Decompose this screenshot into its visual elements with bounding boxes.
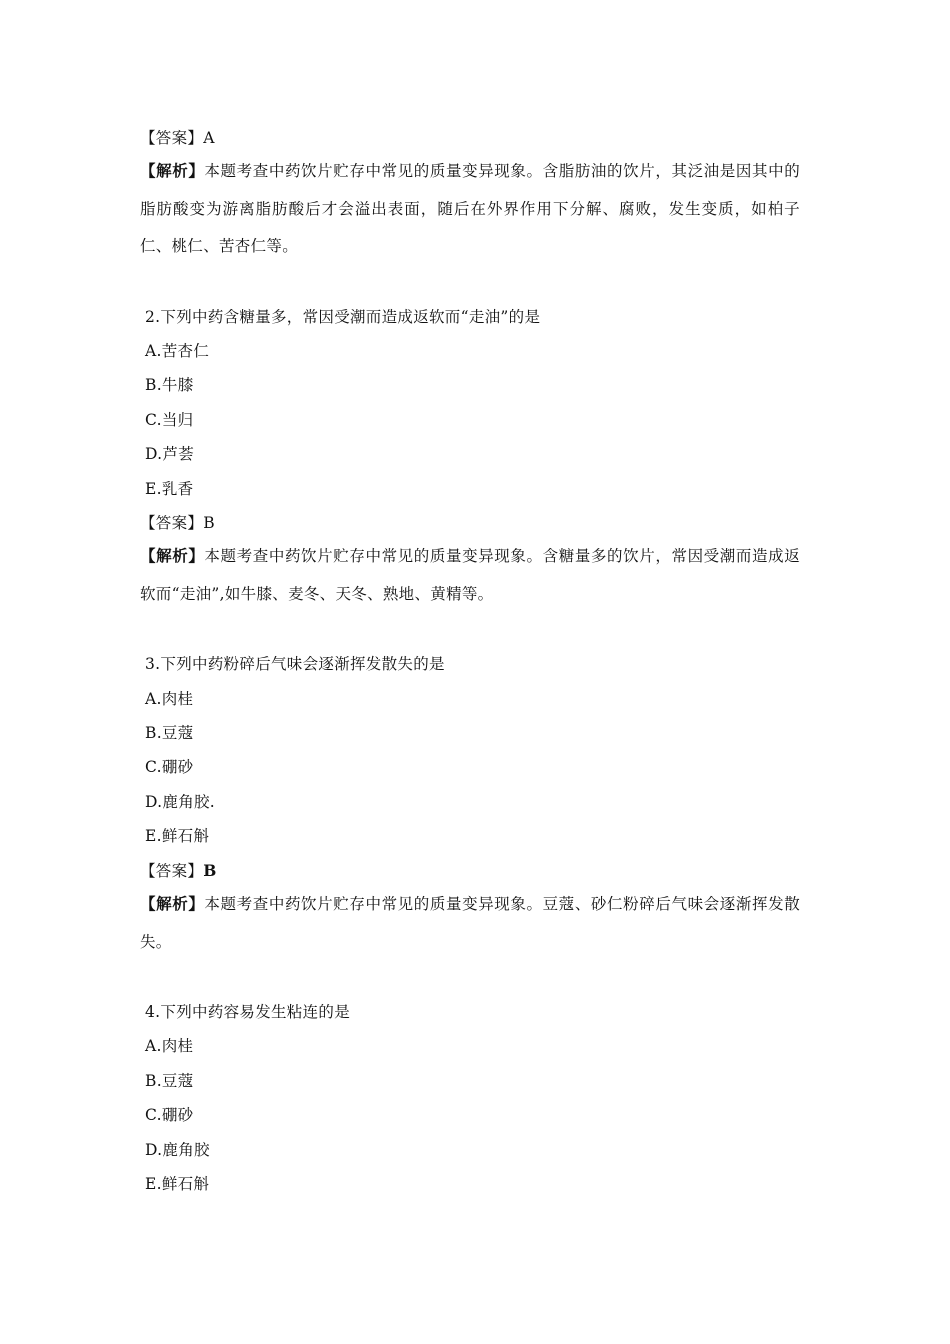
- option-b: B.豆蔻: [145, 724, 194, 742]
- option-d: D.芦荟: [145, 445, 195, 463]
- analysis-label: 【解析】: [140, 894, 205, 913]
- answer-value: B: [203, 861, 217, 880]
- analysis-text: 本题考查中药饮片贮存中常见的质量变异现象。含糖量多的饮片，常因受潮而造成返软而“走油”,如牛膝、麦冬、天冬、熟地、黄精等。: [140, 547, 800, 603]
- analysis-text: 本题考查中药饮片贮存中常见的质量变异现象。含脂肪油的饮片，其泛油是因其中的脂肪酸变为游离脂肪酸后才会溢出表面，随后在外界作用下分解、腐败，发生变质，如柏子仁、桃仁、苦杏仁等。: [140, 162, 800, 255]
- analysis-paragraph: [140, 537, 800, 613]
- option-c: C.硼砂: [145, 758, 194, 776]
- option-a: A.肉桂: [145, 1037, 194, 1055]
- answer-line: [140, 513, 215, 533]
- analysis-paragraph: [140, 885, 800, 961]
- option-d: D.鹿角胶: [145, 1141, 210, 1159]
- answer-label: 【答案】: [140, 514, 204, 532]
- option-a: A.苦杏仁: [145, 342, 210, 360]
- analysis-paragraph: [140, 152, 800, 266]
- option-e: E.鲜石斛: [145, 827, 210, 845]
- option-c: C.当归: [145, 411, 194, 429]
- analysis-label: 【解析】: [140, 161, 205, 180]
- answer-value: A: [203, 129, 215, 147]
- question-stem: 3.下列中药粉碎后气味会逐渐挥发散失的是: [145, 655, 445, 673]
- answer-line: [140, 861, 217, 881]
- answer-label: 【答案】: [140, 129, 204, 147]
- question-stem: 4.下列中药容易发生粘连的是: [145, 1003, 350, 1021]
- option-a: A.肉桂: [145, 690, 194, 708]
- answer-line: [140, 128, 215, 148]
- analysis-label: 【解析】: [140, 546, 205, 565]
- answer-value: B: [203, 514, 215, 532]
- option-e: E.鲜石斛: [145, 1175, 210, 1193]
- answer-label: 【答案】: [140, 862, 204, 880]
- option-d: D.鹿角胶.: [145, 793, 216, 811]
- option-c: C.硼砂: [145, 1106, 194, 1124]
- option-b: B.牛膝: [145, 376, 194, 394]
- analysis-text: 本题考查中药饮片贮存中常见的质量变异现象。豆蔻、砂仁粉碎后气味会逐渐挥发散失。: [140, 895, 800, 951]
- option-b: B.豆蔻: [145, 1072, 194, 1090]
- question-stem: 2.下列中药含糖量多，常因受潮而造成返软而“走油”的是: [145, 308, 541, 326]
- option-e: E.乳香: [145, 480, 194, 498]
